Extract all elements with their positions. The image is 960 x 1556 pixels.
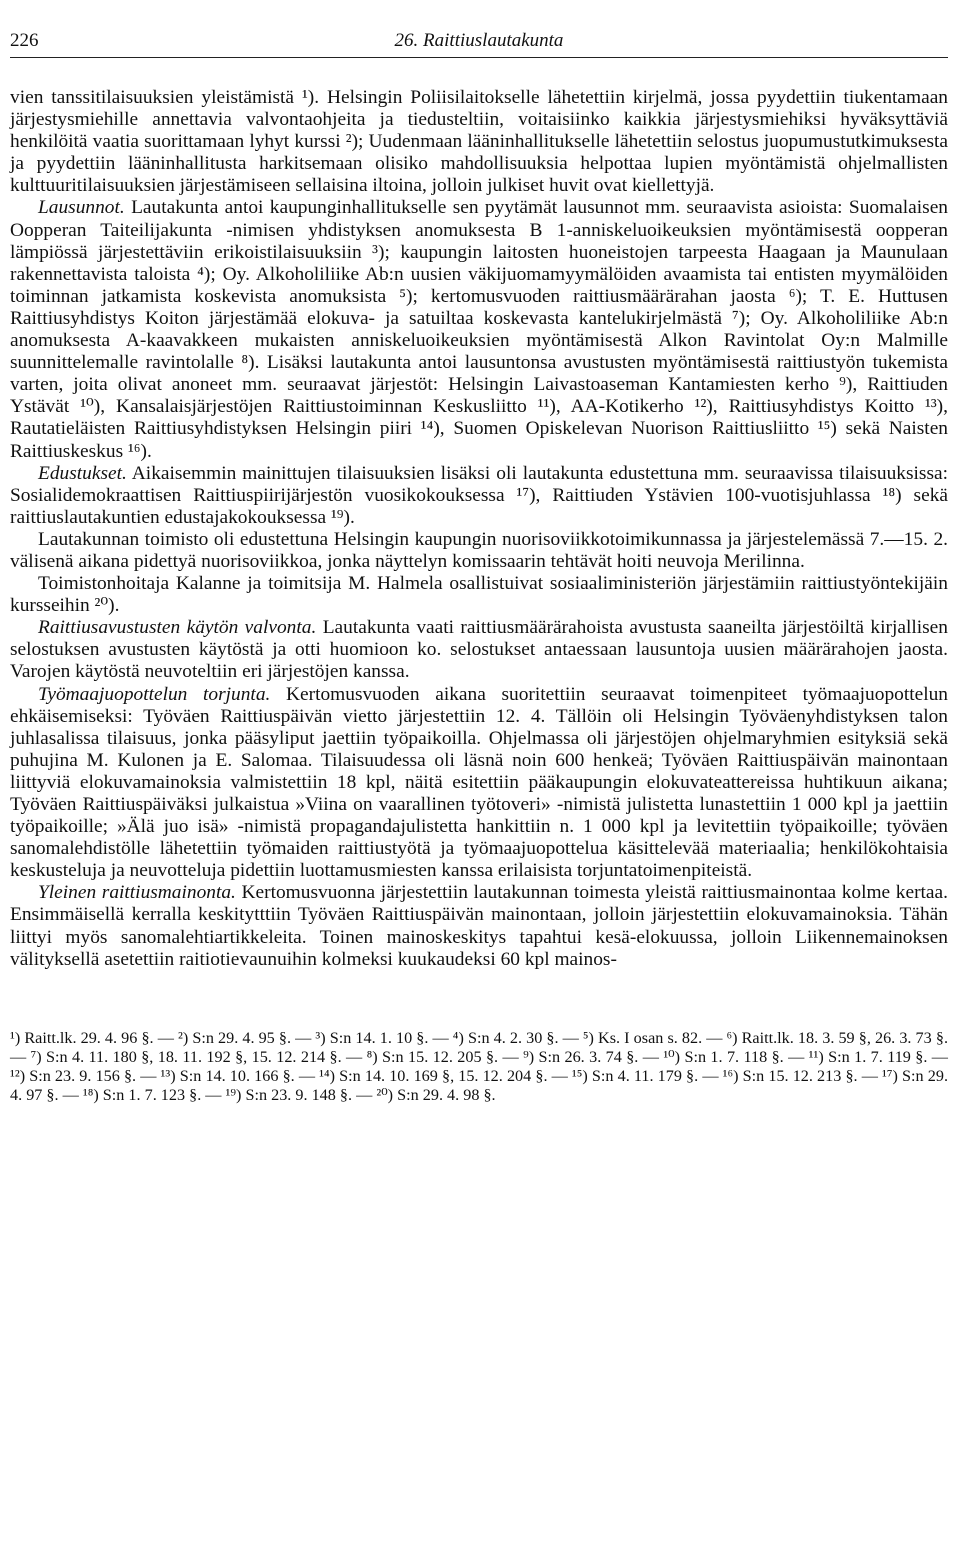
section-lead-valvonta: Raittiusavustusten käytön valvonta.: [38, 617, 317, 639]
section-lead-torjunta: Työmaajuopottelun torjunta.: [38, 683, 271, 705]
paragraph-kurssit: Toimistonhoitaja Kalanne ja toimitsija M. Halmela osallistuivat sosiaaliministeriön järjestämiin raittiustyöntekijäin kursseihin ²⁰).: [10, 573, 948, 617]
page-number: 226: [10, 30, 39, 51]
paragraph-avustusten-valvonta: Raittiusavustusten käytön valvonta. Lautakunta vaati raittiusmäärärahoista avustusta saaneilta järjestöiltä kirjallisen selostuksen avustusten käytöstä ja otti huomioon ko. selostukset antaessaan lausuntoja uusien määrärahojen jaosta. Varojen käytöstä neuvoteltiin eri järjestöjen kanssa.: [10, 617, 948, 683]
paragraph-raittiusmainonta: Yleinen raittiusmainonta. Kertomusvuonna järjestettiin lautakunnan toimesta yleistä raittiusmainontaa kolme kertaa. Ensimmäisellä kerralla keskitytttiin Työväen Raittiuspäivän mainontaan, jolloin järjestettiin elokuvamainoksia. Tähän liittyi myös sanomalehtiartikkeleita. Toinen mainoskeskitys tapahtui kesä-elokuussa, jolloin Liikennemainoksen välityksellä asetettiin raitiotievaunuihin kolmeksi kuukaudeksi 60 kpl mainos-: [10, 882, 948, 970]
page-header: [10, 30, 948, 58]
paragraph-edustukset: Edustukset. Aikaisemmin mainittujen tilaisuuksien lisäksi oli lautakunta edustettuna mm. seuraavissa tilaisuuksissa: Sosialidemokraattisen Raittiuspiirijärjestön vuosikokouksessa ¹⁷), Raittiuden Ystävien 100-vuotisjuhlassa ¹⁸) sekä raittiuslautakuntien edustajakokouksessa ¹⁹).: [10, 462, 948, 528]
running-title: 26. Raittiuslautakunta: [394, 30, 564, 51]
paragraph-lausunnot: Lausunnot. Lautakunta antoi kaupunginhallitukselle sen pyytämät lausunnot mm. seuraavista asioista: Suomalaisen Oopperan Taiteilijakunta -nimisen yhdistyksen anomuksesta B 1-anniskeluoikeuksien myöntämisestä oopperan lämpiössä järjestettäviin erikoistilaisuuksiin ³); kaupungin laitosten huoneistojen tarpeesta Haagaan ja Maunulaan rakennettavista taloista ⁴); Oy. Alkoholiliike Ab:n uusien väkijuomamyymälöiden avaamista tai entisten myymälöiden toiminnan jatkamista koskevista anomuksista ⁵); kertomusvuoden raittiusmäärärahan jaosta ⁶); T. E. Huttusen Raittiusyhdistys Koiton järjestämää elokuva- ja satuiltaa koskevasta kantelukirjelmästä ⁷); Oy. Alkoholiliike Ab:n anomuksesta A-kaavakkeen mukaisten anniskeluoikeuksien myöntämisestä Alkon Ravintolat Oy:n Malmille suunnittelemalle ravintolalle ⁸). Lisäksi lautakunta antoi lausuntonsa avustusten myöntämisestä raittiustyön tukemista varten, joita olivat anoneet mm. seuraavat järjestöt: Helsingin Laivastoaseman Kantamiesten kerho ⁹), Raittiuden Ystävät ¹⁰), Kansalaisjärjestöjen Raittiustoiminnan Keskusliitto ¹¹), AA-Kotikerho ¹²), Raittiusyhdistys Koitto ¹³), Rautatieläisten Raittiusyhdistyksen Helsingin piiri ¹⁴), Suomen Opiskelevan Nuorison Raittiusliitto ¹⁵) sekä Naisten Raittiuskeskus ¹⁶).: [10, 197, 948, 462]
paragraph-continuation: vien tanssitilaisuuksien yleistämistä ¹). Helsingin Poliisilaitokselle lähetettiin kirjelmä, jossa pyydettiin tiukentamaan järjestysmiehille annettavia valvontaohjeita ja tiedusteltiin, voitaisiinko kaikkia järjestysmiehiksi hyväksyttäviä henkilöitä vaatia suorittamaan lyhyt kurssi ²); Uudenmaan lääninhallitukselle lähetettiin selostus juopumustutkimuksesta ja pyydettiin lääninhallitusta harkitsemaan olisiko mahdollisuuksia helpottaa lupien myöntämistä ohjelmallisten kulttuuritilaisuuksien järjestämiseen sellaisina iltoina, jolloin julkiset huvit ovat kiellettyjä.: [10, 87, 948, 197]
section-lead-mainonta: Yleinen raittiusmainonta.: [38, 882, 236, 904]
paragraph-tyomaajuopottelu: Työmaajuopottelun torjunta. Kertomusvuoden aikana suoritettiin seuraavat toimenpiteet työmaajuopottelun ehkäisemiseksi: Työväen Raittiuspäivän vietto järjestettiin 12. 4. Tällöin oli Helsingin Työväenyhdistyksen talon juhlasalissa tilaisuus, jonka pääsyliput jaettiin työpaikoilla. Ohjelmassa oli järjestöjen ohjelmaryhmien esityksiä sekä puhujina M. Kulonen ja E. Salomaa. Tilaisuudessa oli läsnä noin 600 henkeä; Työväen Raittiuspäivän mainontaan liittyviä elokuvamainoksia valmistettiin 18 kpl, näitä esitettiin pääkaupungin elokuvateattereissa huhtikuun aikana; Työväen Raittiuspäiväksi julkaistua »Viina on vaarallinen työtoveri» -nimistä julistetta lunastettiin 1 000 kpl ja jaettiin työpaikoille; »Älä juo isä» -nimistä propagandajulistetta hankittiin n. 1 000 kpl ja levitettiin työpaikoille; työväen sanomalehdistölle lähetettiin työmaiden raittiustyötä ja työmaajuopottelua käsittelevää materiaalia; henkilökohtaisia keskusteluja ja neuvotteluja pidettiin luottamusmiesten kanssa erilaisista torjuntatoimenpiteistä.: [10, 683, 948, 882]
body-text: [10, 87, 948, 971]
footnotes: ¹) Raitt.lk. 29. 4. 96 §. — ²) S:n 29. 4. 95 §. — ³) S:n 14. 1. 10 §. — ⁴) S:n 4. 2. 30 §. — ⁵) Ks. I osan s. 82. — ⁶) Raitt.lk. 18. 3. 59 §, 26. 3. 73 §. — ⁷) S:n 4. 11. 180 §, 18. 11. 192 §, 15. 12. 214 §. — ⁸) S:n 15. 12. 205 §. — ⁹) S:n 26. 3. 74 §. — ¹⁰) S:n 1. 7. 118 §. — ¹¹) S:n 1. 7. 119 §. — ¹²) S:n 23. 9. 156 §. — ¹³) S:n 14. 10. 166 §. — ¹⁴) S:n 14. 10. 169 §, 15. 12. 204 §. — ¹⁵) S:n 4. 11. 179 §. — ¹⁶) S:n 15. 12. 213 §. — ¹⁷) S:n 29. 4. 97 §. — ¹⁸) S:n 1. 7. 123 §. — ¹⁹) S:n 23. 9. 148 §. — ²⁰) S:n 29. 4. 98 §.: [10, 1028, 948, 1105]
section-lead-edustukset: Edustukset.: [38, 462, 127, 484]
section-lead-lausunnot: Lausunnot.: [38, 197, 125, 219]
paragraph-nuorisoviikko: Lautakunnan toimisto oli edustettuna Helsingin kaupungin nuorisoviikkotoimikunnassa ja järjestelemässä 7.—15. 2. välisenä aikana pidettyä nuorisoviikkoa, jonka näyttelyn komissaarin tehtävät hoiti neuvoja Merilinna.: [10, 528, 948, 572]
